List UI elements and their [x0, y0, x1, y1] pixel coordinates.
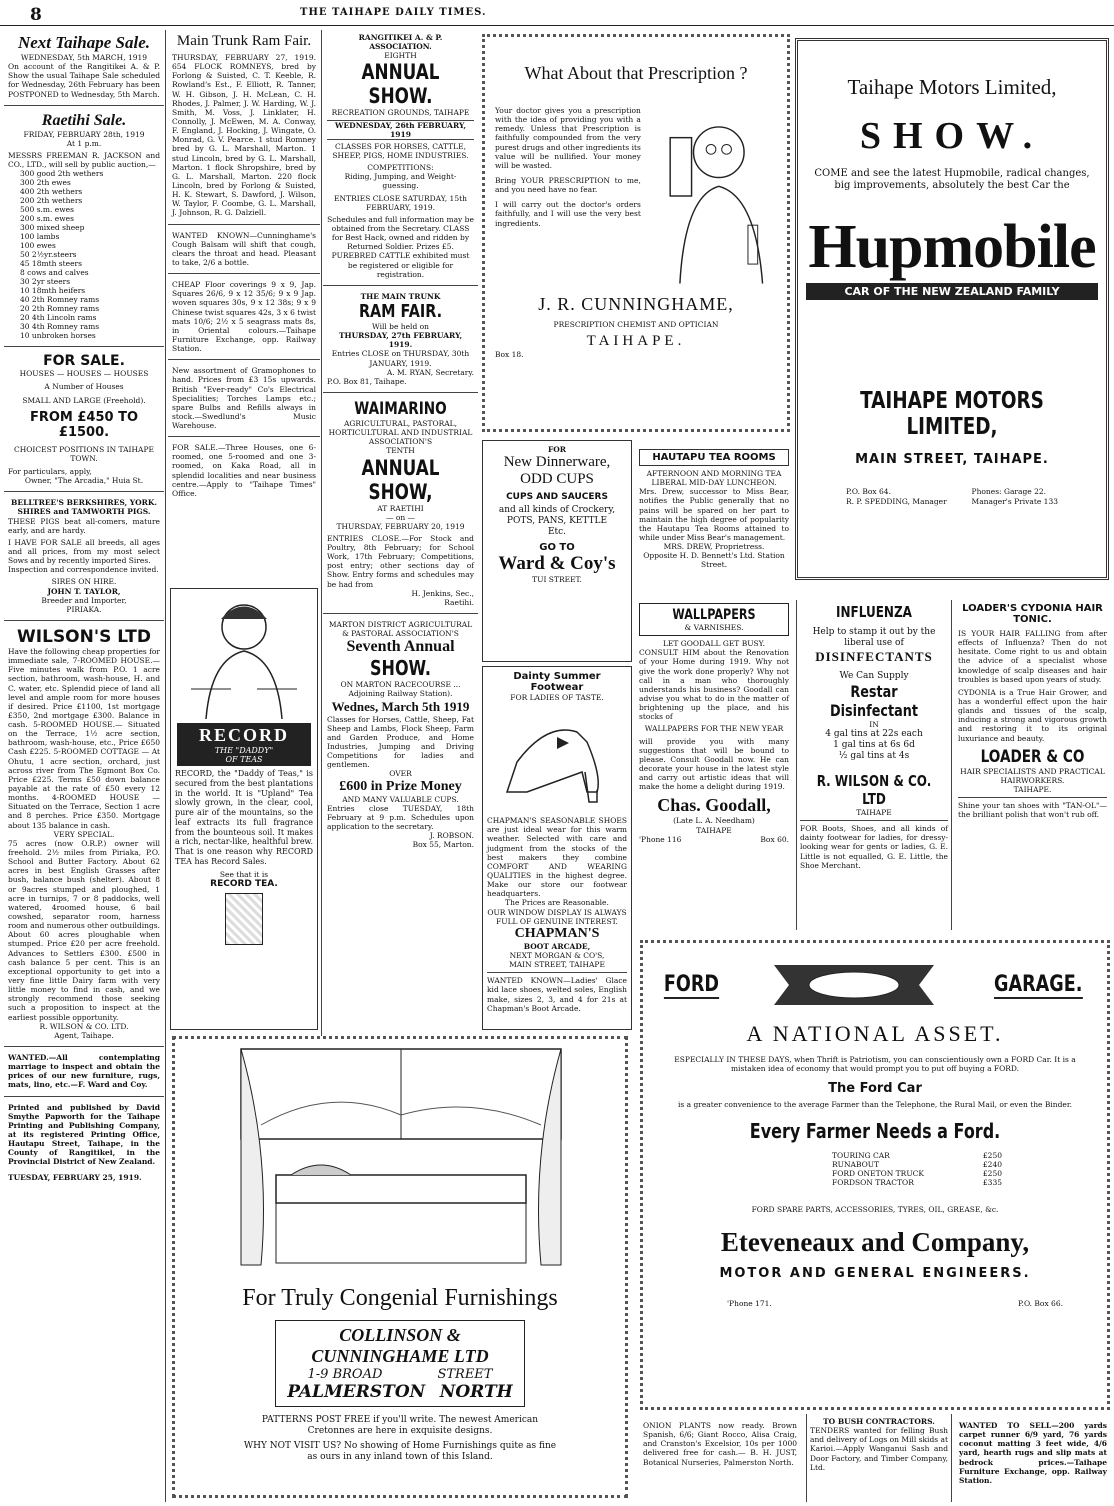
ad-line: Owner, "The Arcadia," Huia St.: [24, 476, 144, 486]
record-tea-ad: [170, 588, 318, 1030]
imprint: Printed and published by David Smythe Papworth for the Taihape Printing and Publishing Company, at its registered Printing Office, Hautapu Street, Taihape, in the County of Rangitikei, in the Provincial District of New Zealand.: [8, 1102, 160, 1167]
ad-body: Bring YOUR PRESCRIPTION to me, and you need have no fear.: [495, 175, 641, 195]
banner-sub: THE "DADDY": [214, 746, 274, 755]
ad-body: Classes for Horses, Cattle, Sheep, Fat Sheep and Lambs, Flock Sheep, Farm and Garden Produce, and Home Industries, Jumping and Driving Competitions for ladies and gentlemen.: [327, 714, 474, 770]
model-price: £335: [982, 1178, 1002, 1188]
ad-line: TAIHAPE: [856, 807, 892, 817]
furnishings-ad: [172, 1036, 628, 1498]
ad-line: TUI STREET.: [532, 575, 582, 585]
ad-line: 'Phone 116: [639, 834, 682, 844]
ad-line: Breeder and Importer,: [41, 595, 127, 605]
ad-date: WEDNESDAY, 5th MARCH, 1919: [20, 53, 148, 62]
stock-item: 200 2th wethers: [20, 196, 83, 206]
ad-body: CONSULT HIM about the Renovation of your Home during 1919. Why not give the work done properly? Why not call in a man who thoroughly understands his business? Goodall can advise you what to do in the matter of brightening up the place, and his stocks of: [639, 648, 789, 722]
ad-line: See that it is: [219, 869, 269, 879]
shoe-icon: [487, 702, 627, 812]
ford-price-row: [832, 1169, 1002, 1178]
ad-line: (Late L. A. Needham): [673, 816, 755, 826]
stock-item: 300 2th ewes: [20, 178, 71, 188]
ad-title: Main Trunk Ram Fair.: [176, 33, 312, 49]
ad-title: RANGITIKEI A. & P. ASSOCIATION.: [358, 33, 443, 52]
ad-line: ON MARTON RACECOURSE ... Adjoining Railway Station).: [340, 680, 461, 699]
houses-notice: FOR SALE.—Three Houses, one 6-roomed, one 5-roomed and one 3-roomed, on Kaka Road, all in splendid localities and near business centre.—Apply to "Taihape Times" Office.: [172, 443, 316, 498]
ad-line: WALLPAPERS FOR THE NEW YEAR: [644, 724, 784, 734]
ad-title: INFLUENZA: [836, 603, 912, 621]
ad-body: COME and see the latest Hupmobile, radical changes, big improvements, absolutely the best Car the: [814, 168, 1090, 192]
wilsons-ad: [4, 624, 164, 1043]
ad-line: Agent, Taihape.: [54, 1030, 114, 1040]
window-seat-illustration: [181, 1045, 621, 1275]
ad-brand: Eteveneaux and Company,: [720, 1226, 1030, 1257]
ad-headline: ODD CUPS: [520, 471, 594, 488]
for-sale-ad: [4, 350, 164, 488]
ad-date: THURSDAY, 27th FEBRUARY, 1919.: [338, 331, 463, 350]
ford-logo-icon: [769, 955, 939, 1015]
hupmobile-ad: [795, 38, 1109, 580]
ram-fair-ad: [168, 30, 320, 221]
stock-item: 100 ewes: [20, 241, 56, 251]
gramophones-notice: New assortment of Gramophones to hand. Prices from £3 15s upwards. British "Ever-ready" Co's Electrical Specialities; Torches Lamps etc.; spare Bulbs and Refills always in stock.—Swedlund's Music Warehouse.: [172, 366, 316, 431]
logo-band: CAR OF THE NEW ZEALAND FAMILY: [806, 283, 1098, 300]
stock-item: 500 s.m. ewes: [20, 205, 74, 215]
ad-line: 'Phone 171.: [727, 1298, 772, 1308]
ad-line: PIRIAKA.: [66, 604, 102, 614]
ad-line: SMALL AND LARGE (Freehold).: [22, 395, 146, 405]
stock-item: 8 cows and calves: [20, 268, 89, 278]
ad-title: Raetihi Sale.: [41, 111, 127, 129]
ad-prize: £600 in Prize Money: [339, 778, 462, 794]
stock-list: [8, 169, 160, 340]
imprint-date: TUESDAY, FEBRUARY 25, 1919.: [8, 1172, 142, 1182]
ad-line: TAIHAPE.: [586, 333, 686, 350]
ad-line: COMPETITIONS:: [367, 163, 434, 173]
column-1: [4, 30, 164, 1502]
ad-title: What About that Prescription ?: [524, 63, 748, 83]
ad-price: FROM £450 TO £1500.: [29, 409, 139, 440]
wallpapers-banner: [639, 603, 789, 636]
collinson-logo: [275, 1320, 525, 1407]
ad-line: Riding, Jumping, and Weight-guessing.: [344, 172, 457, 191]
ad-sig: JOHN T. TAYLOR,: [47, 586, 121, 596]
ad-title: FORD: [663, 971, 720, 997]
ad-price: 1 gal tins at 6s 6d: [833, 740, 915, 751]
ad-sig: J. R. CUNNINGHAME,: [538, 294, 734, 314]
ad-date: Wednes, March 5th 1919: [331, 698, 470, 714]
ad-date: THURSDAY, FEBRUARY 20, 1919: [336, 521, 465, 531]
ad-line: SIRES ON HIRE.: [51, 577, 117, 587]
ford-price-row: [832, 1178, 1002, 1187]
ad-line: and all kinds of Crockery, POTS, PANS, KETTLE: [498, 505, 616, 527]
ad-line: Box 18.: [495, 350, 524, 360]
banner-title: WALLPAPERS: [672, 607, 756, 623]
ad-line: Entries CLOSE on THURSDAY, 30th JANUARY, 1919.: [331, 349, 470, 368]
taihape-sale-ad: [4, 30, 164, 102]
ad-line: EIGHTH: [384, 51, 417, 61]
record-banner: [177, 723, 311, 766]
ad-line: AFTERNOON AND MORNING TEA LIBERAL MID-DAY LUNCHEON.: [646, 469, 782, 488]
stock-item: 20 2th Romney rams: [20, 304, 100, 314]
notice-title: TO BUSH CONTRACTORS.: [823, 1417, 935, 1426]
ford-contact: [657, 1299, 1093, 1308]
ad-line: TAIHAPE.: [1013, 784, 1052, 794]
ad-brand: LOADER & CO: [980, 746, 1085, 767]
ad-sig: J. ROBSON.: [429, 831, 474, 841]
stock-item: 10 18mth heifers: [20, 286, 86, 296]
ad-date: FRIDAY, FEBRUARY 28th, 1919: [23, 129, 145, 139]
ad-line: AGRICULTURAL, PASTORAL, HORTICULTURAL AND INDUSTRIAL ASSOCIATION'S: [328, 418, 473, 447]
ad-line: VERY SPECIAL.: [53, 829, 115, 839]
loader-hair-tonic-ad: [955, 600, 1110, 930]
ad-title: FOR SALE.: [43, 353, 125, 370]
onion-plants-notice: ONION PLANTS now ready. Brown Spanish, 6/6; Giant Rocco, Alisa Craig, and Cranston's Excelsior, 10s per 1000 delivered free for cash.— B. H. JUST, Botanical Nurseries, Palmerston North.: [643, 1421, 797, 1467]
ad-line: PRESCRIPTION CHEMIST AND OPTICIAN: [553, 320, 719, 329]
ad-sig: A. M. RYAN, Secretary.: [386, 367, 474, 377]
ad-line: P.O. Box 66.: [1018, 1298, 1063, 1308]
stock-item: 40 2th Romney rams: [20, 295, 100, 305]
ad-body: Mrs. Drew, successor to Miss Bear, notifies the Public generally that no pains will be spared on her part to maintain the high degree of popularity the Hautapu Tea Rooms attained to while under Miss Bear's management.: [639, 487, 789, 542]
newspaper-title: THE TAIHAPE DAILY TIMES.: [300, 7, 487, 18]
model-name: RUNABOUT: [832, 1160, 880, 1170]
ad-line: HAIR SPECIALISTS AND PRACTICAL HAIRWORKERS.: [960, 766, 1105, 785]
stock-item: 300 good 2th wethers: [20, 169, 104, 179]
ad-price: ½ gal tins at 4s: [838, 750, 910, 761]
ad-headline: SHOW.: [859, 115, 1045, 157]
ad-line: Manager's Private 133: [971, 496, 1058, 506]
ad-headline: DISINFECTANTS: [815, 648, 933, 664]
ad-title: For Truly Congenial Furnishings: [242, 1285, 558, 1311]
ad-headline: The Ford Car: [828, 1081, 922, 1097]
model-name: FORD ONETON TRUCK: [832, 1169, 924, 1179]
ad-body: will provide you with many suggestions that will be bound to please. Consult Goodall now. He can decorate your house in the latest style and carry out artistic ideas that will make the home a delight during 1919.: [639, 736, 789, 792]
tan-ol-notice: Shine your tan shoes with "TAN-OL"—the brilliant polish that won't rub off.: [958, 801, 1107, 820]
ad-time: At 1 p.m.: [66, 138, 102, 148]
ad-line: FOR LADIES OF TASTE.: [510, 693, 604, 702]
banner-sub: & VARNISHES.: [684, 623, 744, 632]
ad-line: CHOICEST POSITIONS IN TAIHAPE TOWN.: [14, 444, 154, 463]
ad-headline: RAM FAIR.: [358, 300, 443, 322]
column-3: [323, 30, 478, 1036]
ad-line: LET GOODALL GET BUSY.: [662, 639, 766, 649]
ad-line: CUPS AND SAUCERS: [506, 492, 608, 503]
ad-line: CLASSES FOR HORSES, CATTLE, SHEEP, PIGS, HOME INDUSTRIES.: [332, 141, 469, 160]
ad-headline: A NATIONAL ASSET.: [746, 1021, 1004, 1046]
ad-body: Inspection and correspondence invited.: [8, 565, 159, 575]
ad-body: WHY NOT VISIT US? No showing of Home Furnishings quite as fine as ours in any inland town of this Island.: [243, 1440, 557, 1462]
ad-sig: H. Jenkins, Sec.,: [411, 588, 474, 598]
ad-sig: R. WILSON & CO. LTD.: [39, 1021, 129, 1031]
ad-sig: MRS. DREW, Proprietress.: [663, 542, 765, 552]
ad-headline: New Dinnerware,: [503, 454, 611, 471]
chemist-illustration: [641, 106, 777, 286]
hautapu-tea-rooms-ad: [636, 446, 792, 596]
ad-line: MAIN STREET, TAIHAPE: [509, 960, 605, 970]
model-price: £240: [982, 1160, 1002, 1170]
ad-line: Etc.: [547, 527, 567, 538]
ad-line: Will be held on: [372, 321, 429, 331]
ad-line: We Can Supply: [839, 670, 909, 681]
stock-item: 30 4th Romney rams: [20, 322, 100, 332]
logo-addr: STREET: [437, 1367, 493, 1382]
ad-line: GO TO: [539, 542, 575, 554]
ad-headline: ANNUAL SHOW.: [361, 60, 440, 109]
ad-line: P.O. Box 64.: [846, 487, 891, 497]
ad-body: Entries close TUESDAY, 18th February at 9 p.m. Schedules upon application to the secretary.: [327, 803, 474, 832]
ad-body: I HAVE FOR SALE all breeds, all ages and all prices, from my most select Sows and by recently imported Sires.: [8, 537, 160, 566]
cough-balsam-notice: WANTED KNOWN—Cunninghame's Cough Balsam will shift that cough, clears the throat and head. Pleasant to take, 2/6 a bottle.: [172, 230, 316, 267]
ad-line: Opposite H. D. Bennett's Ltd. Station Street.: [643, 551, 785, 570]
ad-line: TAIHAPE: [696, 825, 732, 835]
ad-body: THESE PIGS beat all-comers, mature early, and are hardy.: [8, 516, 160, 535]
ford-price-row: [832, 1160, 1002, 1169]
stock-item: 300 mixed sheep: [20, 223, 85, 233]
stock-item: 20 4th Lincoln rams: [20, 313, 97, 323]
ad-title: GARAGE.: [993, 971, 1082, 997]
ad-body: ESPECIALLY IN THESE DAYS, when Thrift is Patriotism, you can conscientiously own a FORD Car. It is a mistaken idea of economy that would prompt you to put off buying a FORD.: [674, 1055, 1076, 1074]
ad-body: 75 acres (now O.R.P.) owner will freehold. 2½ miles from Piriaka, P.O. School and Butter Factory. About 62 acres in best English Grasses after bush, balance bush (shelter). About 8 or 9acres stumped and ploughed, 1 acre in turnips, 7 or 8 paddocks, well watered, 4roomed house, 6 bail cowshed, separator room, harness room and numerous other outbuildings. About 60 acres ploughable when stumped. Price £20 per acre freehold. Advances to Settlers £300. £500 in cash balance 5 per cent. This is an exceptional opportunity to get into a very fine little Dairy farm with very little money to find in cash, and we strongly recommend those seeking such a proposition to inspect at the earliest possible opportunity.: [8, 838, 160, 1022]
pigs-ad: [4, 495, 164, 617]
ad-title: Taihape Motors Limited,: [847, 75, 1057, 99]
banner-title: RECORD: [198, 725, 289, 745]
ad-brand: TAIHAPE MOTORS LIMITED,: [860, 388, 1044, 441]
ad-line: P.O. Box 81, Taihape.: [327, 376, 407, 386]
ad-brand: Chas. Goodall,: [657, 795, 771, 816]
ford-header: [657, 955, 1093, 1015]
influenza-ad: [796, 600, 952, 930]
ad-line: MOTOR AND GENERAL ENGINEERS.: [719, 1265, 1031, 1281]
ad-line: OVER: [389, 769, 412, 779]
page-number: 8: [30, 5, 42, 25]
ad-title: MARTON DISTRICT AGRICULTURAL & PASTORAL ASSOCIATION'S: [328, 620, 473, 639]
ad-sig: R. WILSON & CO. LTD: [816, 771, 932, 808]
ad-headline: ANNUAL SHOW,: [361, 455, 440, 504]
ad-title: BELLTREE'S BERKSHIRES, YORK. SHIRES and TAMWORTH PIGS.: [11, 498, 157, 517]
ad-line: FORD SPARE PARTS, ACCESSORIES, TYRES, OIL, GREASE, &c.: [751, 1205, 999, 1215]
main-trunk-ram-fair-ad: [323, 289, 478, 389]
ad-line: — on —: [385, 512, 416, 522]
ad-title: Next Taihape Sale.: [17, 33, 151, 52]
ford-price-list: [832, 1151, 1002, 1187]
ad-title: HAUTAPU TEA ROOMS: [639, 449, 789, 466]
tea-packet-icon: [225, 893, 263, 945]
ad-line: OUR WINDOW DISPLAY IS ALWAYS FULL OF GENUINE INTEREST.: [487, 907, 627, 926]
stock-item: 10 unbroken horses: [20, 331, 96, 341]
model-name: TOURING CAR: [832, 1151, 890, 1161]
hupmobile-logo: Hupmobile: [808, 213, 1096, 282]
model-price: £250: [982, 1169, 1002, 1179]
ford-price-row: [832, 1151, 1002, 1160]
ad-line: IN: [869, 719, 879, 729]
ad-brand: Restar Disinfectant: [830, 681, 918, 720]
ad-title: Dainty Summer Footwear: [513, 671, 601, 693]
stock-item: 45 18mth steers: [20, 259, 82, 269]
stock-item: 100 lambs: [20, 232, 60, 242]
bush-contractors-notice: [806, 1414, 952, 1502]
rangitikei-show-ad: [323, 30, 478, 282]
ad-body: Schedules and full information may be obtained from the Secretary. CLASS for Best Hack, owned and ridden by Returned Soldier. Prizes £5. PUREBRED CATTLE exhibited must be registered or eligible for registration.: [327, 214, 474, 279]
model-price: £250: [982, 1151, 1002, 1161]
ad-line: AND MANY VALUABLE CUPS.: [342, 794, 459, 804]
glace-shoes-notice: WANTED KNOWN—Ladies' Glace kid lace shoes, welted soles, English make, sizes 2, 3, and 4 for 21s at Chapman's Boot Arcade.: [487, 976, 627, 1013]
ad-body: On account of the Rangitikei A. & P. Show the usual Taihape Sale scheduled for Wednesday, 26th February has been POSTPONED to Wednesday, 5th March.: [8, 62, 160, 99]
ad-date: WEDNESDAY, 26th FEBRUARY, 1919: [327, 120, 474, 140]
wanted-notice: WANTED.—All contemplating marriage to inspect and obtain the prices of our new furniture, rugs, mats, lino, etc.—F. Ward and Coy.: [8, 1052, 160, 1090]
page-header: [0, 0, 1114, 26]
stock-item: 30 2yr steers: [20, 277, 71, 287]
ad-body: ENTRIES CLOSE.—For Stock and Poultry, 8th February; for School Work, 17th February; Competitions, post entry; other sections day of Show. Entry forms and schedules may be had from: [327, 533, 474, 589]
ad-headline: Every Farmer Needs a Ford.: [749, 1119, 1001, 1144]
ad-line: Phones: Garage 22.: [971, 487, 1047, 497]
floor-coverings-notice: CHEAP Floor coverings 9 x 9, Jap. Squares 26/6, 9 x 12 35/6; 9 x 9 Jap. woven squares 30s, 9 x 12 38s; 9 x 9 Chinese twist squares 42s, 3 x 6 twist mats 10/6; 2½ x 5 seagrass mats 8s, in Oriental colours.—Taihape Furniture Exchange, opp. Railway Station.: [172, 280, 316, 354]
wanted-to-sell-notice: WANTED TO SELL—200 yards carpet runner 6/9 yard, 76 yards coconut matting 3 feet wide, 4/6 yard, hearth rugs and slip mats at bedrock prices.—Taihape Furniture Exchange, opp. Railway Station.: [959, 1421, 1107, 1485]
logo-name: COLLINSON & CUNNINGHAME LTD: [311, 1325, 489, 1366]
tea-lady-illustration: [171, 589, 317, 719]
ad-body: is a greater convenience to the average Farmer than the Telephone, the Rural Mail, or even the Binder.: [677, 1100, 1072, 1110]
ad-body: THURSDAY, FEBRUARY 27, 1919. 654 FLOCK ROMNEYS, bred by Forlong & Suisted, C. T. Keeble, R. Rowland's Est., F. Elliott, R. Tanner, W. H. Gibson, J. H. McLean, C. H. Rhodes, J. Palmer, J. W. Harding, W. J. Smith, M. Voss, J. Linklater, H. Connolly, J. McEwen, M. A. Conway, F. England, J. Hocking, J. Wingate, O. Monrad, G. V. Pearce. 1 stud Romney bred by G. L. Marshall, Marton. 1 stud Lincoln, bred by G. L. Marshall, Marton. 1 flock Shropshire, bred by G. L. Marshall, Marton. 220 flock Lincoln, bred by Forlong & Suisted, H. K. Stewart, S. Dawford, J. Wilson, W. Taylor, F. Coombe, G. L. Marshall, J. Johnson, R. G. Dalziell.: [172, 53, 316, 218]
ad-line: TENTH: [386, 446, 415, 456]
ad-line: MAIN STREET, TAIHAPE.: [855, 452, 1049, 468]
ad-line: NEXT MORGAN & CO'S,: [509, 950, 605, 960]
ad-body: Have the following cheap properties for immediate sale, 7-ROOMED HOUSE.—Five minutes walk from P.O. 1 acre section, bathroom, wash-house, H. and C. water, etc. Splendid piece of land all level and ample room for more houses if desired. Price £1100, 1st mortgage £350, 2nd mortgage £300. Balance in cash. 5-ROOMED HOUSE.— Situated on the Terrace, 1½ acre section, bathroom, wash-house, etc., Price £650 Cash £225. 5-ROOMED COTTAGE — At Ohutu, 1 acre section, orchard, just across river from The Egmont Box Co. Price £225. Terms £50 down balance payable at the rate of £50 every 12 months. 4-ROOMED HOUSE — Situated on the Terrace, Section 1 acre and 8 perches. Price £350. Mortgage about 135 balance in cash.: [8, 646, 160, 830]
ad-line: Raetihi.: [444, 597, 474, 607]
stock-item: 200 s.m. ewes: [20, 214, 74, 224]
ad-line: The Prices are Reasonable.: [505, 898, 609, 908]
ad-line: BOOT ARCADE,: [523, 941, 591, 951]
ad-price: 4 gal tins at 22s each: [825, 729, 923, 740]
ad-body: RECORD, the "Daddy of Teas," is secured from the best plantations in the world. It is "Upland" Tea slowly grown, in the clear, cool, pure air of the mountains, so the leaf extracts its full fragrance from the bounteous soil. It makes a rich, nectar-like, healthful brew. That is one reason why RECORD TEA has Record Sales.: [175, 769, 313, 866]
ward-coy-ad: [482, 440, 632, 662]
logo-addr: PALMERSTON: [287, 1382, 426, 1402]
logo-addr: 1-9 BROAD: [307, 1367, 383, 1382]
waimarino-show-ad: [323, 396, 478, 610]
ad-title: WILSON'S LTD: [17, 626, 151, 647]
logo-addr: NORTH: [439, 1382, 513, 1402]
ad-body: IS YOUR HAIR FALLING from after effects of Influenza? Then do not hesitate. Come right to us and obtain the advice of a specialist whose knowledge of scalp diseases and hair troubles is based upon years of study.: [958, 629, 1107, 684]
marton-show-ad: [323, 617, 478, 852]
little-shoes-notice: FOR Boots, Shoes, and all kinds of dainty footwear for ladies, for dressy-looking wear for gents or ladies, G. E. Little is not equalled, G. E. Little, the Shoe Merchant.: [800, 824, 948, 870]
ad-line: Help to stamp it out by the liberal use of: [812, 627, 936, 648]
goodall-wallpapers-ad: [636, 600, 792, 930]
ad-line: FOR: [547, 445, 567, 454]
ad-line: AT RAETIHI: [377, 503, 424, 513]
model-name: FORDSON TRACTOR: [832, 1178, 914, 1188]
ad-body: CYDONIA is a True Hair Grower, and has a wonderful effect upon the hair glands and tissues of the scalp, inducing a strong and vigorous growth and restoring it to its original luxuriance and beauty.: [958, 687, 1107, 743]
ad-body: I will carry out the doctor's orders faithfully, and I will use the very best ingredients.: [495, 200, 641, 228]
stock-item: 400 2th wethers: [20, 187, 83, 197]
ad-body: MESSRS FREEMAN R. JACKSON and CO., LTD., will sell by public auction,—: [8, 150, 160, 170]
chapmans-footwear-ad: [482, 666, 632, 1030]
ad-body: CHAPMAN'S SEASONABLE SHOES are just ideal wear for this warm weather. Selected with care and judgment from the stocks of the best makers they combine COMFORT AND WEARING QUALITIES in the highest degree. Make our store our footwear headquarters.: [487, 816, 627, 899]
ad-line: A Number of Houses: [44, 382, 124, 392]
ad-title: LOADER'S CYDONIA HAIR TONIC.: [962, 603, 1103, 625]
contact-row: [806, 487, 1098, 505]
ad-line: For particulars, apply,: [8, 466, 92, 476]
ad-body: Your doctor gives you a prescription with the idea of providing you with a remedy. Unless that Prescription is faithfully compounded from the very purest drugs and other ingredients its value will be nullified. Your money will be wasted.: [495, 106, 641, 170]
ford-garage-ad: [640, 940, 1110, 1410]
raetihi-sale-ad: [4, 109, 164, 344]
ad-brand: Ward & Coy's: [498, 553, 616, 575]
ad-title: THE MAIN TRUNK: [360, 291, 441, 301]
ad-brand: RECORD TEA.: [210, 878, 278, 889]
prescription-ad: [482, 34, 790, 432]
ad-line: Box 55, Marton.: [412, 840, 474, 850]
ad-line: Box 60.: [760, 834, 789, 844]
ad-body: PATTERNS POST FREE if you'll write. The newest American Cretonnes are here in exquisite designs.: [261, 1415, 539, 1436]
ad-headline: SHOW.: [370, 656, 431, 681]
stock-item: 50 2½yr.steers: [20, 250, 77, 260]
banner-sub: OF TEAS: [225, 755, 263, 764]
ad-headline: Seventh Annual: [346, 638, 455, 656]
ad-line: ENTRIES CLOSE SATURDAY, 15th FEBRUARY, 1919.: [334, 193, 467, 212]
ad-line: HOUSES — HOUSES — HOUSES: [19, 369, 149, 379]
ad-line: RECREATION GROUNDS, TAIHAPE: [331, 108, 470, 118]
ad-line: R. P. SPEDDING, Manager: [846, 496, 947, 506]
ad-brand: CHAPMAN'S: [514, 925, 600, 941]
notice-body: TENDERS wanted for felling Bush and delivery of Logs on Mill skids at Karioi.—Apply Wanganui Sash and Door Factory, and Timber Company, Ltd.: [810, 1426, 948, 1472]
ad-title: WAIMARINO: [354, 398, 447, 419]
